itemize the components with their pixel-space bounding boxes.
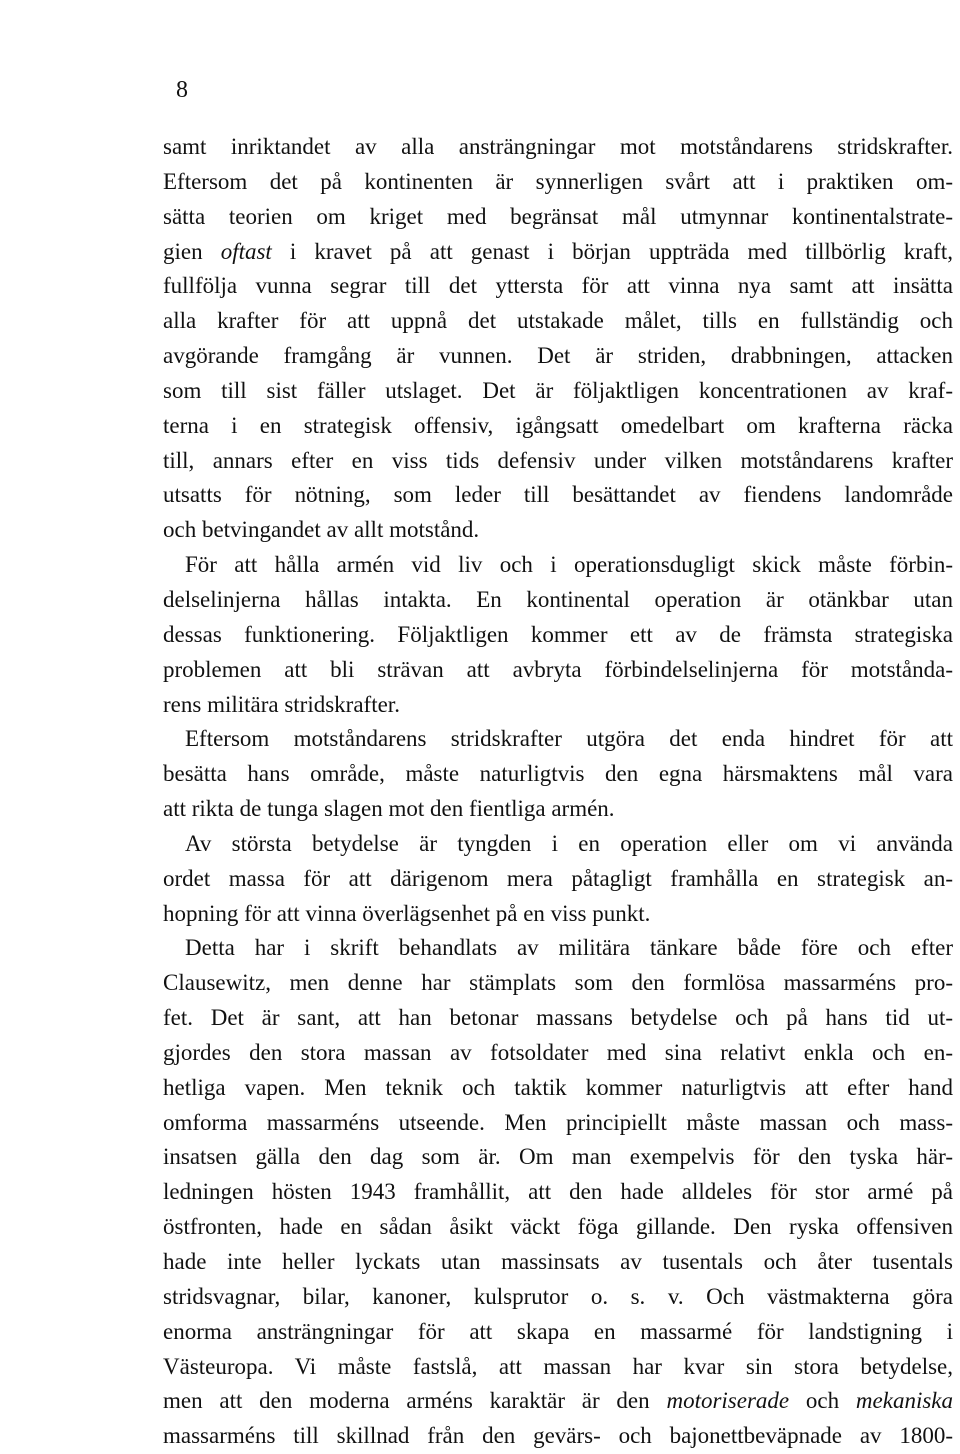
text-run: hopning för att vinna överlägsenhet på en viss punkt.: [163, 900, 651, 926]
text-run: Eftersom det på kontinenten är synnerligen svårt att i praktiken om-: [163, 168, 953, 194]
text-run: stridsvagnar, bilar, kanoner, kulsprutor o. s. v. Och västmakterna göra: [163, 1283, 953, 1309]
text-run: utsatts för nötning, som leder till besättandet av fiendens landområde: [163, 482, 953, 508]
text-run: hade inte heller lyckats utan massinsats av tusentals och åter tusentals: [163, 1249, 953, 1274]
text-line: [163, 1384, 953, 1419]
text-run: men att den moderna arméns karaktär är den: [163, 1388, 667, 1414]
text-run: Detta har i skrift behandlats av militära tänkare både före och efter: [185, 935, 953, 961]
text-line: [163, 827, 953, 862]
text-line: [163, 1001, 953, 1036]
text-run: För att hålla armén vid liv och i operationsdugligt skick måste förbin-: [185, 552, 953, 578]
text-line: [163, 513, 953, 548]
text-line: [163, 269, 953, 304]
text-run: alla krafter för att uppnå det utstakade målet, tills en fullständig och: [163, 308, 953, 334]
text-run: insatsen gälla den dag som är. Om man exempelvis för den tyska här-: [163, 1144, 953, 1170]
text-line: [163, 618, 953, 653]
text-run: dessas funktionering. Följaktligen kommer ett av de främsta strategiska: [163, 621, 953, 647]
text-line: [163, 374, 953, 409]
text-run: samt inriktandet av alla ansträngningar mot motståndarens stridskrafter.: [163, 134, 953, 159]
text-run: sätta teorien om kriget med begränsat mål utmynnar kontinentalstrate-: [163, 203, 953, 229]
text-line: [163, 235, 953, 270]
text-line: [163, 966, 953, 1001]
text-line: [163, 1210, 953, 1245]
text-run: till, annars efter en viss tids defensiv under vilken motståndarens krafter: [163, 447, 953, 473]
text-run: besätta hans område, måste naturligtvis den egna härsmaktens mål vara: [163, 761, 953, 787]
text-line: [163, 1350, 953, 1385]
text-line: [163, 444, 953, 479]
text-run: som till sist fäller utslaget. Det är följaktligen koncentrationen av kraf-: [163, 377, 953, 403]
text-run: omforma massarméns utseende. Men principiellt måste massan och mass-: [163, 1109, 953, 1135]
text-run: massarméns till skillnad från den gevärs- och bajonettbeväpnade av 1800-: [163, 1423, 953, 1449]
text-line: [163, 1419, 953, 1454]
text-run: Eftersom motståndarens stridskrafter utgöra det enda hindret för att: [185, 726, 953, 752]
text-run: Av största betydelse är tyngden i en operation eller om vi använda: [185, 830, 953, 856]
text-line: [163, 583, 953, 618]
italic-text: motoriserade: [666, 1388, 790, 1414]
text-run: problemen att bli strävan att avbryta förbindelselinjerna för motstånda-: [163, 656, 953, 682]
text-line: [163, 165, 953, 200]
text-line: [163, 409, 953, 444]
body-text: [163, 130, 953, 1454]
text-line: [163, 688, 953, 723]
text-line: [163, 200, 953, 235]
text-run: terna i en strategisk offensiv, igångsatt omedelbart om krafterna räcka: [163, 412, 953, 438]
page-number: 8: [176, 77, 188, 103]
text-line: [163, 757, 953, 792]
text-run: gjordes den stora massan av fotsoldater med sina relativt enkla och en-: [163, 1039, 953, 1065]
text-line: [163, 548, 953, 583]
text-line: [163, 931, 953, 966]
text-line: [163, 1036, 953, 1071]
text-line: [163, 1140, 953, 1175]
text-line: [163, 1071, 953, 1106]
text-line: [163, 1106, 953, 1141]
italic-text: oftast: [220, 238, 272, 264]
text-line: [163, 304, 953, 339]
text-run: Clausewitz, men denne har stämplats som den formlösa massarméns pro-: [163, 970, 953, 996]
text-run: enorma ansträngningar för att skapa en massarmé för landstigning i: [163, 1318, 953, 1344]
text-line: [163, 862, 953, 897]
text-run: fullfölja vunna segrar till det yttersta för att vinna nya samt att insätta: [163, 273, 953, 299]
text-line: [163, 478, 953, 513]
text-line: [163, 897, 953, 932]
text-run: i kravet på att genast i början uppträda med tillbörlig kraft,: [271, 238, 953, 264]
text-run: fet. Det är sant, att han betonar massans betydelse och på hans tid ut-: [163, 1005, 953, 1031]
text-line: [163, 339, 953, 374]
text-run: östfronten, hade en sådan åsikt väckt föga gillande. Den ryska offensiven: [163, 1214, 953, 1240]
text-line: [163, 1245, 953, 1280]
text-run: Västeuropa. Vi måste fastslå, att massan har kvar sin stora betydelse,: [163, 1353, 953, 1379]
text-run: gien: [163, 238, 221, 264]
text-line: [163, 1315, 953, 1350]
text-run: ledningen hösten 1943 framhållit, att den hade alldeles för stor armé på: [163, 1179, 953, 1205]
text-run: delselinjerna hållas intakta. En kontinental operation är otänkbar utan: [163, 586, 953, 612]
text-run: att rikta de tunga slagen mot den fientliga armén.: [163, 796, 615, 822]
text-line: [163, 722, 953, 757]
text-run: rens militära stridskrafter.: [163, 691, 400, 717]
text-run: ordet massa för att därigenom mera påtagligt framhålla en strategisk an-: [163, 865, 953, 891]
text-run: hetliga vapen. Men teknik och taktik kommer naturligtvis att efter hand: [163, 1074, 953, 1100]
text-line: [163, 792, 953, 827]
text-line: [163, 1175, 953, 1210]
text-run: och: [789, 1388, 856, 1414]
text-run: och betvingandet av allt motstånd.: [163, 517, 480, 543]
text-line: [163, 1280, 953, 1315]
text-line: [163, 653, 953, 688]
italic-text: mekaniska: [855, 1388, 953, 1414]
text-run: avgörande framgång är vunnen. Det är striden, drabbningen, attacken: [163, 343, 953, 369]
text-line: [163, 130, 953, 165]
